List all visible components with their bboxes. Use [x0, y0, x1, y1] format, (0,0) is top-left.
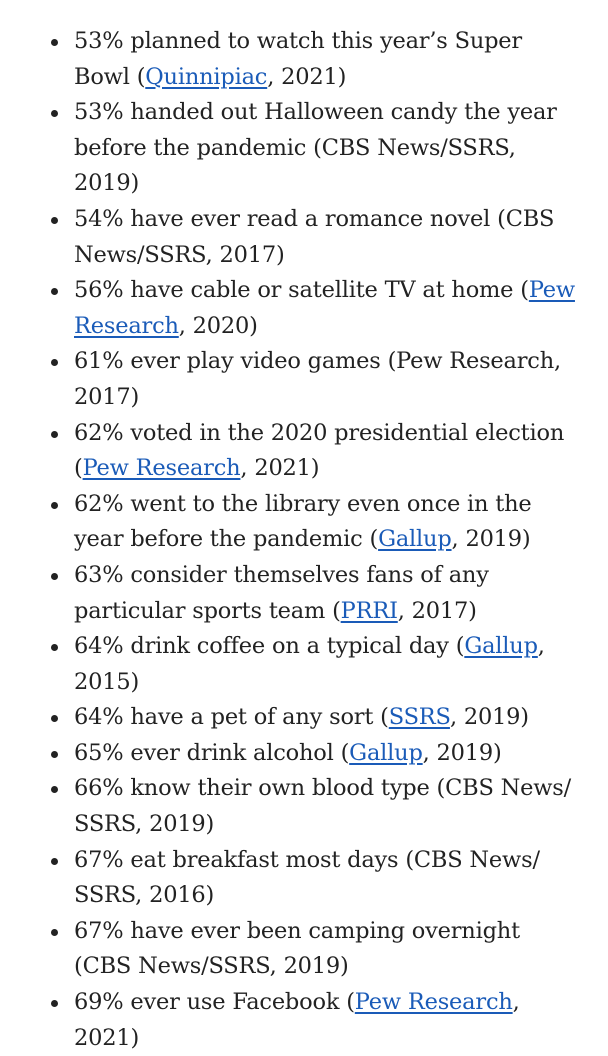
list-item: [48, 736, 578, 772]
item-text-after: , 2020): [178, 312, 258, 339]
item-text: 64% drink coffee on a typical day (: [74, 633, 465, 660]
item-text: 66% know their own blood type (CBS News/ SSRS, 2019): [74, 775, 571, 838]
source-link-quinnipiac[interactable]: Quinnipiac: [145, 63, 268, 90]
list-item: [48, 985, 578, 1056]
item-text-after: , 2019): [451, 526, 531, 553]
item-text: 69% ever use Facebook (: [74, 989, 355, 1016]
source-link-pew-research[interactable]: Pew Research: [354, 989, 513, 1016]
list-item: [48, 344, 578, 415]
list-item: [48, 700, 578, 736]
item-text-after: , 2019): [422, 739, 502, 766]
list-item: [48, 629, 578, 700]
item-text: 67% have ever been camping overnight (CBS News/SSRS, 2019): [74, 917, 520, 980]
item-text: 56% have cable or satellite TV at home (: [74, 277, 529, 304]
list-item: [48, 487, 578, 558]
item-text: 53% planned to watch this year’s Super Bowl (: [74, 28, 522, 90]
source-link-gallup[interactable]: Gallup: [378, 526, 452, 553]
list-item: [48, 558, 578, 629]
item-text: 63% consider themselves fans of any particular sports team (: [74, 561, 489, 624]
item-text: 64% have a pet of any sort (: [74, 704, 389, 731]
list-item: [48, 95, 578, 202]
item-text: 67% eat breakfast most days (CBS News/ SSRS, 2016): [74, 846, 540, 909]
item-text-after: , 2021): [267, 63, 347, 90]
item-text: 62% went to the library even once in the year before the pandemic (: [74, 490, 532, 553]
item-text-after: , 2015): [74, 633, 545, 695]
item-text: 54% have ever read a romance novel (CBS News/SSRS, 2017): [74, 205, 555, 268]
list-item: [48, 273, 578, 344]
item-text: 61% ever play video games (Pew Research, 2017): [74, 348, 561, 410]
item-text: 62% voted in the 2020 presidential election (: [74, 419, 565, 482]
source-link-ssrs[interactable]: SSRS: [388, 704, 450, 731]
item-text: 65% ever drink alcohol (: [74, 739, 350, 766]
item-text-after: , 2021): [74, 989, 520, 1051]
list-item: [48, 202, 578, 273]
source-link-pew-research[interactable]: Pew Research: [82, 455, 241, 482]
source-link-gallup[interactable]: Gallup: [464, 633, 538, 660]
list-item: [48, 416, 578, 487]
source-link-pew-research[interactable]: Pew Research: [74, 277, 575, 339]
list-item: [48, 24, 578, 95]
item-text-after: , 2021): [240, 455, 320, 482]
list-item: [48, 914, 578, 985]
source-link-gallup[interactable]: Gallup: [349, 739, 423, 766]
item-text-after: , 2019): [449, 704, 529, 731]
item-text: 53% handed out Halloween candy the year before the pandemic (CBS News/SSRS, 2019): [74, 99, 557, 197]
item-text-after: , 2017): [397, 597, 477, 624]
source-link-prri[interactable]: PRRI: [340, 597, 398, 624]
list-item: [48, 843, 578, 914]
list-item: [48, 771, 578, 842]
